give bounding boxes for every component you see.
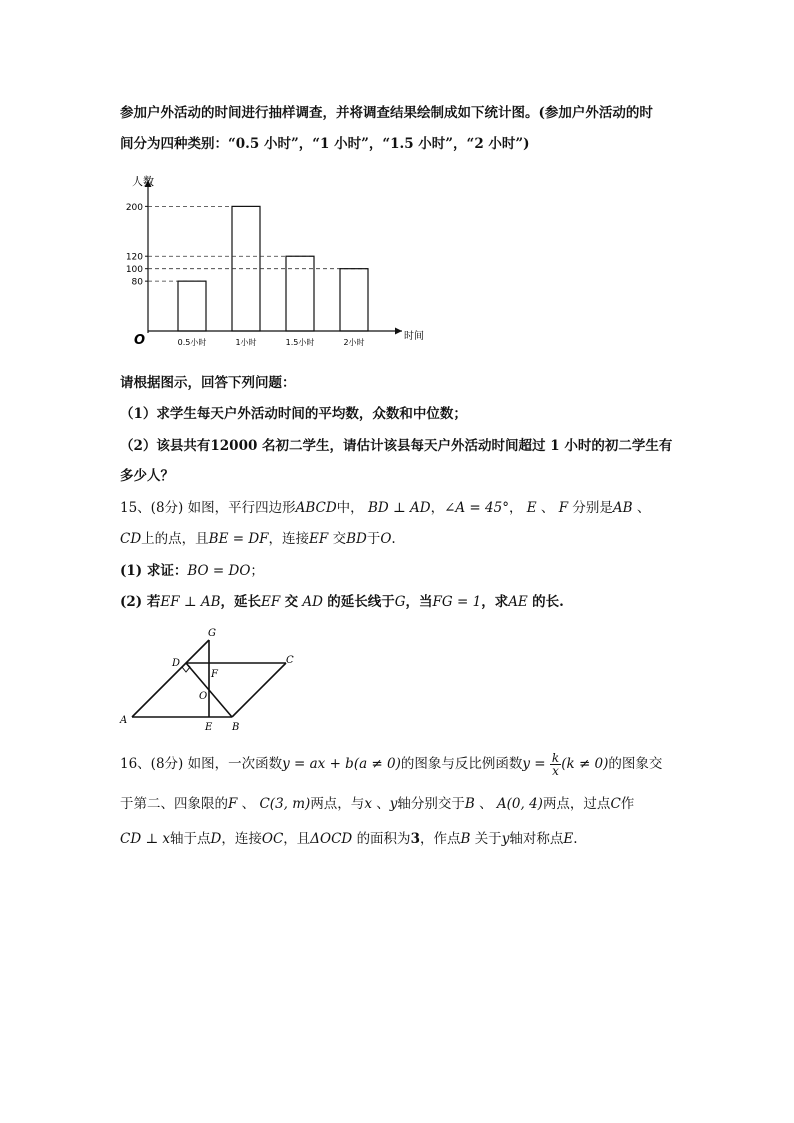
q15-e: E — [526, 500, 537, 516]
q15-f: F — [558, 500, 569, 516]
q16-l1m1b: (a ≠ 0) — [353, 756, 401, 772]
q16-l3m1: CD ⊥ x — [120, 831, 171, 847]
q15-sub1-math: BO = DO — [187, 563, 251, 579]
q15-cond2: ∠A = 45° — [444, 500, 509, 516]
q14-ask: 请根据图示，回答下列问题： — [120, 375, 296, 391]
q15-l2b: ，连接 — [268, 531, 310, 547]
q16-l2m7: C — [610, 796, 621, 812]
q16-l1c: 的图象交 — [608, 756, 663, 772]
q16-l2g: 两点，过点 — [542, 796, 611, 812]
q15-sub2-a: (2) 若 — [120, 594, 161, 610]
q15-sep4: 、 — [636, 500, 651, 516]
bar — [178, 281, 206, 331]
x-tick-label: 1.5小时 — [285, 338, 315, 347]
q15-sub2-m2: EF — [261, 594, 281, 610]
q16-line3 — [120, 829, 680, 849]
q16-l3g: 轴对称点 — [509, 831, 564, 847]
q16-l3d: 的面积为 — [356, 831, 411, 847]
q16-l3m6: B — [460, 831, 471, 847]
q15-sub2-m1: EF ⊥ AB — [160, 594, 221, 610]
x-axis-label: 时间 — [404, 331, 424, 342]
q15-l2c: 交 — [332, 531, 347, 547]
q16-l2c: 两点，与 — [310, 796, 365, 812]
q15-sub2-f: ，求 — [481, 594, 509, 610]
q15-sub1-prefix: (1) 求证： — [120, 563, 188, 579]
q15-o: O — [380, 531, 392, 547]
bar-chart — [120, 168, 440, 358]
q15-line1 — [120, 498, 680, 518]
q16-l3m4: ΔOCD — [310, 831, 353, 847]
q15-l2e: . — [391, 531, 396, 547]
q15-line2 — [120, 529, 680, 549]
q16-l3h: . — [573, 831, 578, 847]
q15-sub2-m6: AE — [508, 594, 528, 610]
q15-sub2-c: 交 — [284, 594, 299, 610]
q16-l2b: 、 — [241, 796, 256, 812]
q16-l2m2: C(3, m) — [259, 796, 311, 812]
q16-l3m5: 3 — [410, 831, 420, 847]
q16-line2 — [120, 794, 680, 814]
q14-line2: 间分为四种类别：“0.5 小时”，“1 小时”，“1.5 小时”，“2 小时”) — [120, 136, 530, 152]
bar — [286, 256, 314, 331]
q15-sub2 — [120, 592, 680, 612]
q15-cond1: BD ⊥ AD — [367, 500, 431, 516]
q15-sub1 — [120, 561, 680, 581]
label-a: A — [120, 715, 128, 726]
q16-l2f: 、 — [479, 796, 493, 812]
q14-line1: 参加户外活动的时间进行抽样调查，并将调查结果绘制成如下统计图。(参加户外活动的时 — [120, 105, 653, 121]
x-tick-label: 2小时 — [343, 338, 365, 347]
q16-l2e: 轴分别交于 — [397, 796, 465, 812]
q15-sub2-e: ，当 — [405, 594, 433, 610]
label-e: E — [205, 722, 213, 733]
q15-sep3: 、 — [540, 500, 555, 516]
q15-ef: EF — [309, 531, 329, 547]
x-tick-label: 1小时 — [235, 338, 257, 347]
q16-frac-den: x — [552, 764, 559, 778]
q14-sub1: （1）求学生每天户外活动时间的平均数，众数和中位数； — [120, 406, 467, 422]
q14-sub2a: （2）该县共有12000 名初二学生，请估计该县每天户外活动时间超过 1 小时的初二学生有 — [120, 438, 673, 454]
q15-abcd: ABCD — [295, 500, 337, 516]
q16-l2m3: x — [364, 796, 372, 812]
q16-fraction — [550, 752, 561, 777]
segment-ad-extended — [132, 640, 209, 717]
q15-tail: 分别是 — [572, 500, 613, 516]
q16-l1a: 16、(8分) 如图，一次函数 — [120, 756, 283, 772]
q15-sub2-m3: AD — [302, 594, 323, 610]
q15-sub2-b: ，延长 — [220, 594, 262, 610]
q16-frac-num: k — [551, 751, 560, 765]
q15-sep1: ， — [430, 500, 445, 516]
q16-l2h: 作 — [620, 796, 635, 812]
label-c: C — [286, 655, 294, 666]
q15-l2d: 于 — [366, 531, 381, 547]
q16-l3m8: E — [563, 831, 574, 847]
q15-l2a: 上的点，且 — [141, 531, 209, 547]
q15-mid: 中， — [336, 500, 364, 516]
q16-l3f: 关于 — [474, 831, 502, 847]
q15-ab: AB — [612, 500, 633, 516]
q16-l3m3: OC — [261, 831, 284, 847]
q16-l1m2b: (k ≠ 0) — [561, 756, 609, 772]
q16-l2m4: y — [389, 796, 398, 812]
q15-sub2-m5: FG = 1 — [432, 594, 482, 610]
q15-cond3: BE = DF — [208, 531, 269, 547]
y-tick-label: 80 — [131, 277, 143, 288]
q16-l1b: 的图象与反比例函数 — [400, 756, 523, 772]
q16-l3b: ，连接 — [221, 831, 262, 847]
origin-label: O — [134, 333, 146, 348]
bar — [340, 269, 368, 331]
q16-line1 — [120, 752, 680, 777]
q16-l3m7: y — [501, 831, 510, 847]
y-tick-label: 200 — [125, 202, 143, 213]
q16-l1m2: y = — [522, 756, 546, 772]
label-o: O — [199, 691, 208, 702]
q14-sub2b: 多少人？ — [120, 468, 174, 484]
segment-bc — [232, 663, 286, 717]
q16-l2m6: A(0, 4) — [496, 796, 543, 812]
q16-l2m1: F — [228, 796, 238, 812]
q16-l2m5: B — [464, 796, 475, 812]
parallelogram-figure — [118, 627, 318, 737]
q15-sub2-d: 的延长线于 — [327, 594, 395, 610]
q16-l2a: 于第二、四象限的 — [120, 796, 228, 812]
q16-l2d: 、 — [376, 796, 390, 812]
q16-l3c: ，且 — [283, 831, 311, 847]
q15-bd: BD — [346, 531, 367, 547]
q15-sep2: ， — [508, 500, 523, 516]
q16-l3m2: D — [210, 831, 222, 847]
y-tick-label: 100 — [125, 265, 143, 276]
q15-prefix: 15、(8分) 如图，平行四边形 — [120, 500, 296, 516]
q16-l3a: 轴于点 — [170, 831, 211, 847]
label-b: B — [232, 722, 240, 733]
q15-sub2-m4: G — [394, 594, 406, 610]
label-f: F — [211, 669, 218, 680]
q16-l1m1: y = ax + b — [282, 756, 354, 772]
q15-cd: CD — [120, 531, 142, 547]
label-g: G — [208, 628, 216, 639]
x-tick-label: 0.5小时 — [177, 338, 207, 347]
q16-l3e: ，作点 — [419, 831, 461, 847]
y-axis-label: 人数 — [132, 175, 154, 188]
label-d: D — [172, 658, 181, 669]
q15-sub1-tail: ； — [250, 563, 264, 579]
y-tick-label: 120 — [125, 252, 143, 263]
q15-sub2-g: 的长. — [532, 594, 564, 610]
